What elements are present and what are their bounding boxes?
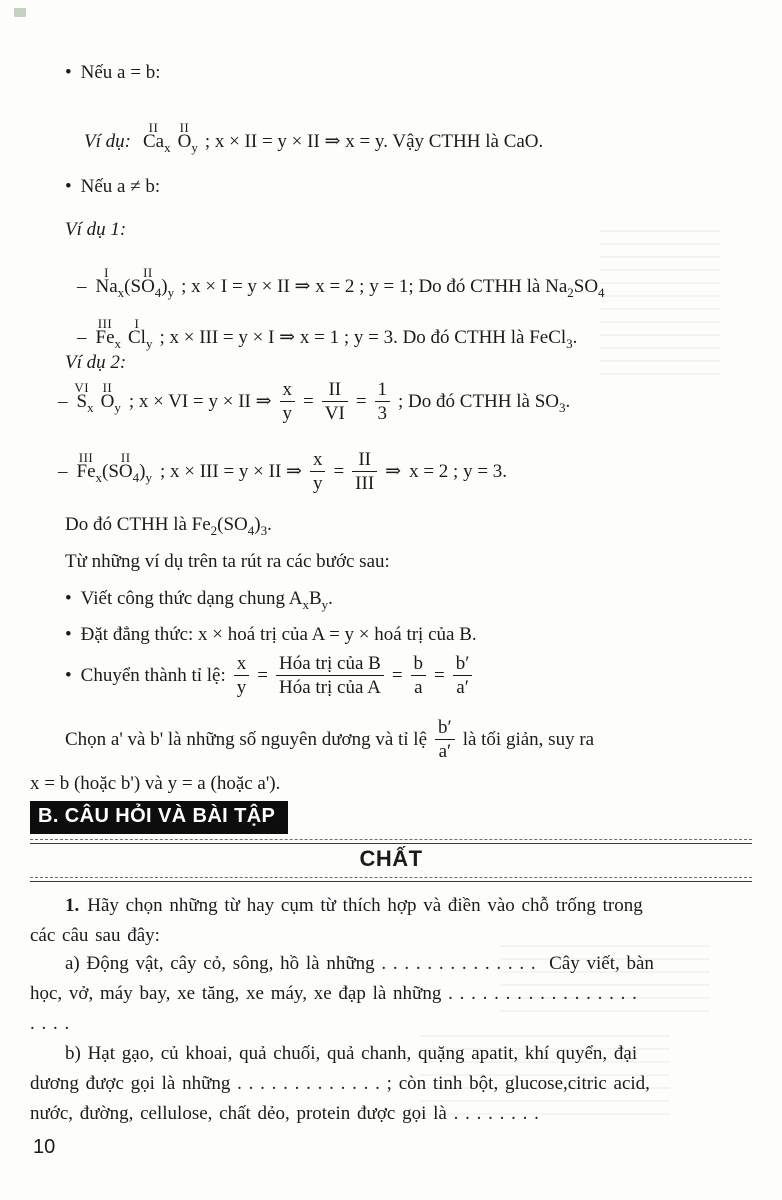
valence-label: III: [78, 449, 94, 465]
paragraph-text: Chọn a' và b' là những số nguyên dương và tỉ lệ: [65, 728, 428, 750]
element-symbol: Fe: [95, 327, 115, 348]
formula-fe2so43-line: [58, 448, 507, 495]
question-1b-line3: nước, đường, cellulose, chất dẻo, protein được gọi là . . . . . . . .: [30, 1103, 539, 1124]
chem-symbol-stack: [100, 379, 115, 413]
subscript: 3: [260, 522, 268, 538]
fraction: [322, 378, 348, 425]
fraction-denominator: VI: [322, 401, 348, 425]
element-symbol: O: [118, 460, 133, 482]
element-symbol: Na: [95, 276, 118, 297]
bullet-icon: •: [65, 624, 72, 645]
fraction-numerator: Hóa trị của B: [279, 653, 381, 674]
fraction-denominator: III: [352, 471, 377, 495]
paragraph-chon-line2: x = b (hoặc b') và y = a (hoặc a').: [30, 773, 281, 794]
chem-symbol-stack: [74, 379, 90, 413]
question-1-line2: các câu sau đây:: [30, 925, 160, 946]
fraction-numerator: b′: [455, 653, 470, 674]
example1-label: Ví dụ 1:: [65, 219, 127, 240]
question-1a-line3: . . . .: [30, 1013, 70, 1034]
bullet-icon: •: [65, 62, 72, 83]
bullet-text: Nếu a ≠ b:: [80, 176, 161, 197]
dash-icon: –: [77, 327, 87, 348]
chem-symbol-stack: [128, 316, 146, 349]
fraction-denominator: y: [234, 675, 250, 699]
valence-label: II: [148, 120, 159, 135]
subscript: 2: [567, 284, 574, 300]
equals-sign: =: [303, 390, 314, 412]
subscript: 4: [132, 469, 140, 485]
arrow-icon: ⇒: [385, 461, 402, 483]
step-dat-dang-thuc: • Đặt đẳng thức: x × hoá trị của A = y × hoá trị của B.: [65, 624, 477, 645]
chem-symbol-stack: [118, 449, 133, 483]
subscript: x: [95, 469, 102, 485]
example-cao-line: [65, 108, 543, 175]
element-symbol: Ca: [142, 131, 165, 152]
fraction: [453, 652, 473, 699]
paren-group: (S: [102, 460, 119, 482]
subscript: x: [114, 335, 121, 351]
formula-so3-line: [58, 378, 570, 425]
equals-sign: =: [434, 664, 445, 686]
example2-label: Ví dụ 2:: [65, 352, 127, 373]
fraction: [280, 378, 296, 425]
bullet-icon: •: [65, 664, 72, 686]
equation-text: ; x × III = y × I ⇒ x = 1 ; y = 3. Do đó CTHH là FeCl: [159, 327, 567, 348]
question-1b-line2: dương được gọi là những . . . . . . . . . . . . . ; còn tinh bột, glucose,citric acid,: [30, 1073, 650, 1094]
equals-sign: =: [355, 390, 367, 412]
valence-label: II: [179, 120, 190, 135]
fraction-numerator: II: [328, 379, 342, 400]
bleedthrough-artifact: [600, 230, 720, 380]
equation-text: x = 2 ; y = 3.: [409, 460, 508, 482]
valence-label: III: [97, 316, 113, 331]
chem-symbol-stack: [142, 120, 165, 153]
fraction: [352, 448, 377, 495]
dash-icon: –: [58, 390, 68, 412]
question-1a-line2: học, vở, máy bay, xe tăng, xe máy, xe đạp là những . . . . . . . . . . . . . . . . .: [30, 983, 637, 1004]
fraction-denominator: a′: [453, 675, 473, 699]
subscript: y: [167, 284, 175, 300]
fraction-numerator: 1: [377, 379, 388, 400]
subscript: 3: [566, 335, 573, 351]
fraction: [435, 716, 455, 763]
fraction-numerator: x: [312, 449, 323, 470]
fraction-numerator: x: [282, 379, 293, 400]
divider-rule: [30, 839, 752, 844]
subscript: y: [145, 469, 152, 485]
fraction-denominator: y: [280, 401, 296, 425]
element-symbol: O: [100, 390, 115, 412]
chem-symbol-stack: [76, 449, 96, 483]
equation-text: ; x × VI = y × II ⇒: [128, 391, 272, 413]
chem-formula: [58, 449, 152, 485]
section-banner: B. CÂU HỎI VÀ BÀI TẬP: [30, 801, 288, 834]
fraction-denominator: a: [411, 675, 427, 699]
fraction-denominator: 3: [375, 401, 391, 425]
subsection-title: CHẤT: [359, 846, 423, 871]
subscript: y: [321, 596, 329, 612]
conclusion-fe2so43: Do đó CTHH là $Fe_2(SO_4)_3$.: [65, 514, 272, 538]
equation-text: SO: [573, 276, 599, 297]
bullet-icon: •: [65, 176, 72, 197]
fraction-denominator: Hóa trị của A: [276, 675, 384, 699]
subscript: 4: [598, 284, 605, 300]
dash-icon: –: [58, 460, 68, 482]
valence-label: II: [120, 449, 131, 465]
subscript: y: [114, 399, 121, 415]
question-number: 1.: [65, 895, 80, 916]
equation-text: ; Do đó CTHH là $SO_3$.: [398, 390, 571, 415]
fraction-numerator: x: [236, 653, 247, 674]
bullet-text: Nếu a = b:: [80, 62, 161, 83]
equation-text: ; x × I = y × II ⇒ x = 2 ; y = 1; Do đó CTHH là Na: [181, 276, 568, 297]
steps-intro-text: Từ những ví dụ trên ta rút ra các bước sau:: [65, 551, 390, 572]
paren-group: ): [139, 460, 146, 482]
subscript: 3: [559, 399, 566, 415]
fraction: [411, 652, 427, 699]
fraction: [310, 448, 326, 495]
question-1a-line1: a) Động vật, cây cỏ, sông, hồ là những . . . . . . . . . . . . . . Cây viết, bàn: [65, 953, 654, 974]
valence-label: I: [104, 265, 109, 280]
valence-label: I: [134, 316, 140, 331]
fraction-numerator: b: [413, 653, 424, 674]
fraction: [276, 652, 384, 699]
subscript: 2: [210, 522, 218, 538]
chem-symbol-stack: [177, 120, 192, 153]
element-symbol: Fe: [76, 460, 96, 482]
question-1-line1: 1. Hãy chọn những từ hay cụm từ thích hợp và điền vào chỗ trống trong: [65, 895, 643, 916]
chem-symbol-stack: [141, 265, 155, 298]
fraction: [375, 378, 391, 425]
step-chuyen-ti-le: [65, 652, 472, 699]
question-1b-line1: b) Hạt gạo, củ khoai, quả chuối, quả chanh, quặng apatit, khí quyển, đại: [65, 1043, 638, 1064]
equation-text: .: [572, 327, 578, 348]
equals-sign: =: [257, 664, 268, 686]
element-symbol: O: [177, 131, 192, 152]
valence-label: II: [143, 265, 153, 280]
fraction: [234, 652, 250, 699]
paragraph-chon-line1: [65, 716, 594, 763]
scan-mark: [14, 8, 26, 17]
formula-fecl3-line: [58, 304, 577, 371]
paragraph-text: là tối giản, suy ra: [462, 728, 595, 750]
divider-rule: [30, 877, 752, 882]
element-symbol: O: [141, 276, 155, 297]
fraction-numerator: II: [358, 449, 371, 470]
element-symbol: Cl: [128, 327, 146, 348]
subscript: x: [117, 284, 125, 300]
bullet-icon: •: [65, 588, 72, 609]
paren-group: ): [161, 276, 168, 297]
valence-label: VI: [74, 379, 90, 395]
subscript: y: [145, 335, 153, 351]
equals-sign: =: [333, 460, 345, 482]
paren-group: (S: [124, 276, 142, 297]
page-number: 10: [33, 1136, 56, 1158]
bullet-line-a-noteq-b: [65, 176, 160, 198]
fraction-numerator: b′: [438, 717, 452, 738]
subscript: x: [87, 399, 94, 415]
equals-sign: =: [391, 664, 403, 686]
bullet-line-a-equals-b: [65, 62, 161, 84]
subscript: 4: [154, 284, 162, 300]
chem-symbol-stack: [95, 265, 118, 298]
chem-symbol-stack: [95, 316, 115, 349]
step-text: • Chuyển thành tỉ lệ:: [65, 664, 226, 686]
fraction-denominator: y: [310, 471, 326, 495]
step-viet-cong-thuc: • Viết công thức dạng chung $A_xB_y$.: [65, 588, 333, 612]
subscript: y: [191, 139, 198, 155]
chem-formula: [58, 379, 121, 415]
subscript: x: [164, 139, 171, 155]
equation-text: ; x × II = y × II ⇒ x = y. Vậy CTHH là CaO.: [204, 131, 544, 152]
subscript: 4: [247, 522, 255, 538]
valence-label: II: [102, 379, 113, 395]
equation-text: ; x × III = y × II ⇒: [159, 461, 302, 483]
fraction-denominator: a′: [435, 739, 455, 763]
subscript: x: [302, 596, 309, 612]
dash-icon: –: [77, 276, 87, 297]
example-label: Ví dụ:: [84, 131, 131, 152]
element-symbol: S: [76, 390, 88, 412]
